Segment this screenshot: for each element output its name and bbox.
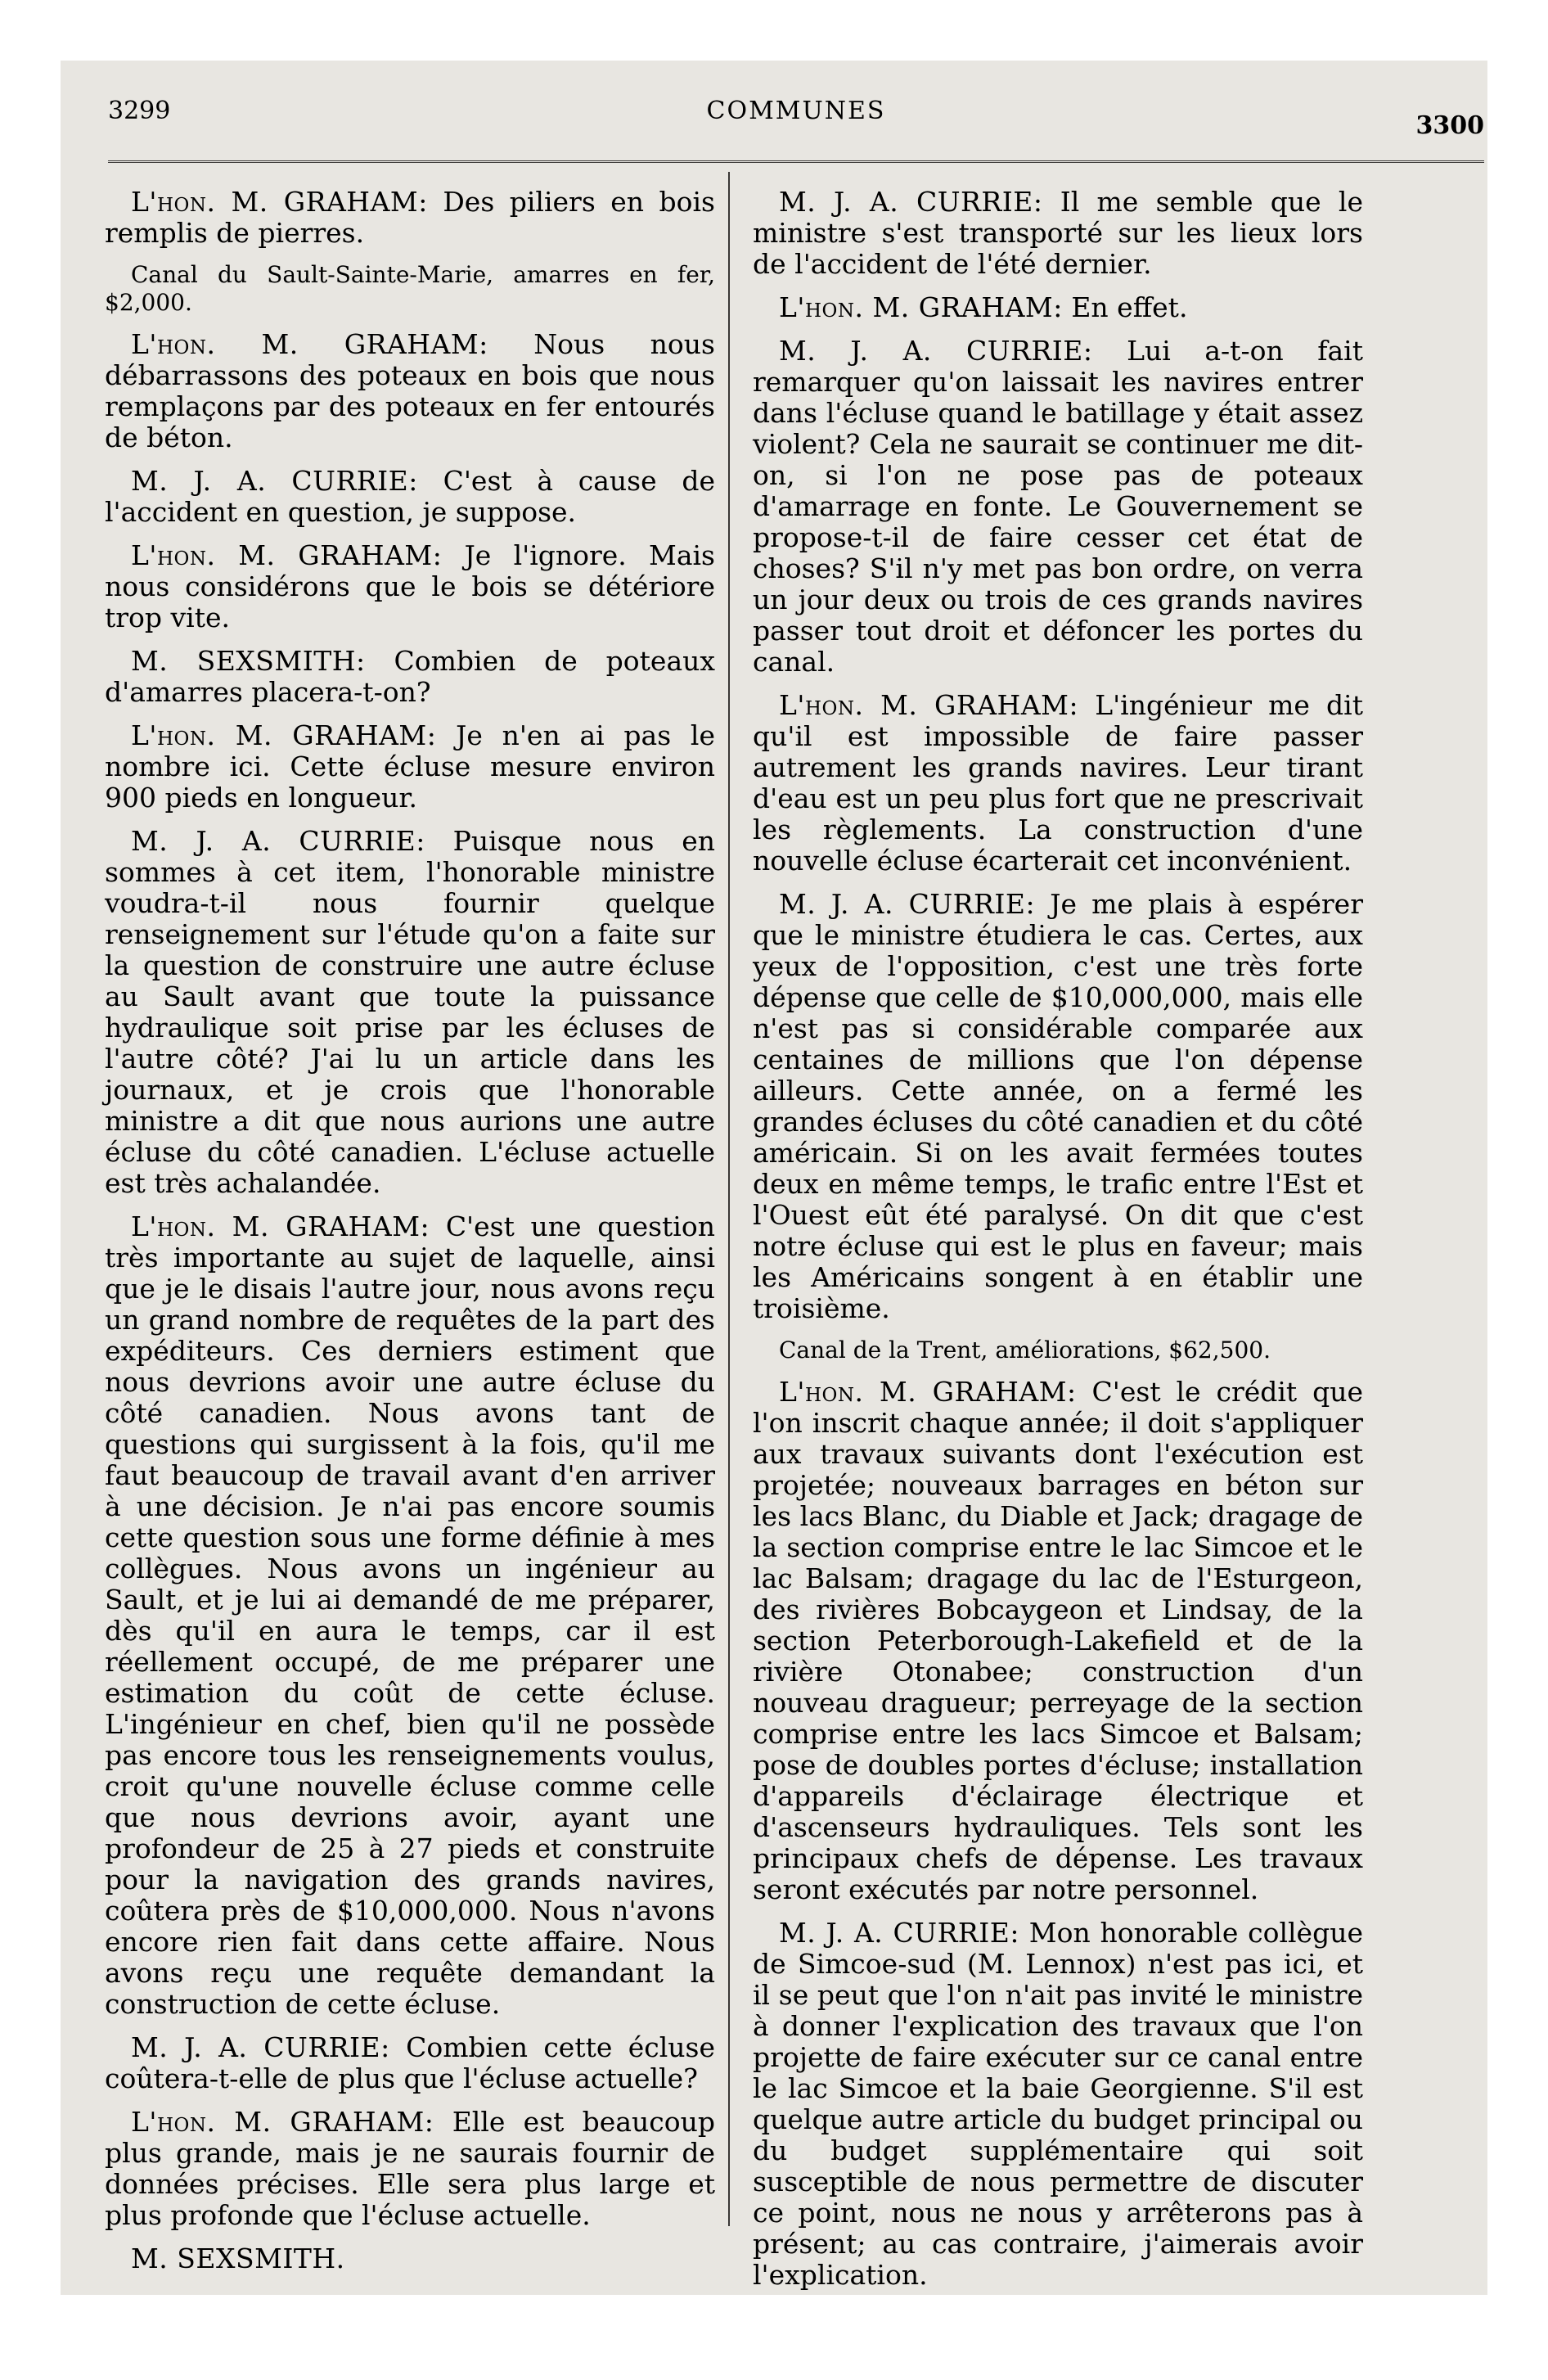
speaker-name: M. J. A. CURRIE:: [131, 465, 418, 497]
speech-paragraph: [105, 466, 715, 528]
speaker-name: M. J. A. CURRIE:: [131, 2031, 390, 2063]
speech-paragraph: [105, 2032, 715, 2094]
column-divider: [728, 172, 730, 2226]
speaker-name: M. J. A. CURRIE:: [779, 1917, 1020, 1949]
speech-paragraph: [105, 646, 715, 708]
speaker-name: L'hon. M. GRAHAM:: [779, 1376, 1077, 1408]
speaker-name: M. J. A. CURRIE:: [131, 825, 425, 857]
speech-paragraph: [105, 187, 715, 249]
speech-text: Lui a-t-on fait remarquer qu'on laissait les navires entrer dans l'écluse quand le batillage y était assez violent? Cela ne saurait se continuer me dit-on, si l'on ne pose pas de poteaux d'amarrage en fonte. Le Gouvernement se propose-t-il de faire cesser cet état de choses? S'il n'y met pas bon ordre, on verra un jour deux ou trois de ces grands navires passer tout droit et défoncer les portes du canal.: [753, 335, 1363, 678]
speech-text: Je l'ignore. Mais nous considérons que le bois se détériore trop vite.: [105, 539, 715, 633]
speech-paragraph: [753, 292, 1363, 323]
speech-text: Combien cette écluse coûtera-t-elle de plus que l'écluse actuelle?: [105, 2031, 715, 2094]
speaker-name: L'hon. M. GRAHAM:: [131, 719, 437, 751]
speech-text: Je n'en ai pas le nombre ici. Cette écluse mesure environ 900 pieds en longueur.: [105, 719, 715, 814]
speech-paragraph: [105, 329, 715, 453]
budget-item: [105, 261, 715, 317]
running-title: COMMUNES: [706, 97, 886, 125]
speaker-name: L'hon. M. GRAHAM:: [131, 2106, 434, 2138]
speaker-name: M. SEXSMITH:: [131, 645, 366, 677]
speech-paragraph: [753, 1377, 1363, 1905]
speech-text: Elle est beaucoup plus grande, mais je ne saurais fournir de données précises. Elle sera plus large et plus profonde que l'écluse actuelle.: [105, 2106, 715, 2231]
speaker-name: L'hon. M. GRAHAM:: [131, 1210, 430, 1242]
speech-paragraph: [753, 889, 1363, 1324]
speech-text: L'ingénieur me dit qu'il est impossible de faire passer autrement les grands navires. Leur tirant d'eau est un peu plus fort que ne prescrivait les règlements. La construction d'une nouvelle écluse écarterait cet inconvénient.: [753, 689, 1363, 877]
speech-paragraph: [753, 187, 1363, 280]
speaker-name: L'hon. M. GRAHAM:: [131, 328, 488, 360]
budget-item: [753, 1336, 1363, 1364]
speaker-name: L'hon. M. GRAHAM:: [131, 186, 428, 218]
speech-paragraph: [753, 1918, 1363, 2291]
speech-text: C'est le crédit que l'on inscrit chaque année; il doit s'appliquer aux travaux suivants dont l'exécution est projetée; nouveaux barrages en béton sur les lacs Blanc, du Diable et Jack; dragage de la section comprise entre le lac Simcoe et le lac Balsam; dragage du lac de l'Esturgeon, des rivières Bobcaygeon et Lindsay, de la section Peterborough-Lakefield et de la rivière Otonabee; construction d'un nouveau dragueur; perreyage de la section comprise entre les lacs Simcoe et Balsam; pose de doubles portes d'écluse; installation d'appareils d'éclairage électrique et d'ascenseurs hydrauliques. Tels sont les principaux chefs de dépense. Les travaux seront exécutés par notre personnel.: [753, 1376, 1363, 1905]
speech-text: Nous nous débarrassons des poteaux en bois que nous remplaçons par des poteaux en fer entourés de béton.: [105, 328, 715, 453]
speech-text: Canal du Sault-Sainte-Marie, amarres en fer, $2,000.: [105, 261, 715, 316]
speech-paragraph: [753, 690, 1363, 877]
speech-paragraph: [753, 336, 1363, 678]
speaker-name: L'hon. M. GRAHAM:: [131, 539, 443, 571]
speaker-name: M. J. A. CURRIE:: [779, 888, 1036, 920]
left-column: [105, 187, 715, 2287]
page-number-right: 3300: [1415, 111, 1484, 140]
header-rule: [108, 160, 1484, 168]
speaker-name: L'hon. M. GRAHAM:: [779, 689, 1079, 721]
speech-paragraph: [105, 720, 715, 814]
speech-text: Je me plais à espérer que le ministre étudiera le cas. Certes, aux yeux de l'opposition, c'est une très forte dépense que celle de $10,000,000, mais elle n'est pas si considérable comparée aux centaines de millions que l'on dépense ailleurs. Cette année, on a fermé les grandes écluses du côté canadien et du côté américain. Si on les avait fermées toutes deux en même temps, le trafic entre l'Est et l'Ouest eût été paralysé. On dit que c'est notre écluse qui est le plus en faveur; mais les Américains songent à en établir une troisième.: [753, 888, 1363, 1324]
speech-paragraph: [105, 2243, 715, 2274]
speech-paragraph: [105, 1211, 715, 2020]
speech-paragraph: [105, 2107, 715, 2231]
speech-text: Combien de poteaux d'amarres placera-t-on?: [105, 645, 715, 708]
speaker-name: L'hon. M. GRAHAM:: [779, 291, 1063, 323]
speech-paragraph: [105, 540, 715, 633]
speech-text: Puisque nous en sommes à cet item, l'honorable ministre voudra-t-il nous fournir quelque renseignement sur l'étude qu'on a faite sur la question de construire une autre écluse au Sault avant que toute la puissance hydraulique soit prise par les écluses de l'autre côté? J'ai lu un article dans les journaux, et je crois que l'honorable ministre a dit que nous aurions une autre écluse du côté canadien. L'écluse actuelle est très achalandée.: [105, 825, 715, 1199]
speaker-name: M. J. A. CURRIE:: [779, 335, 1093, 367]
speech-paragraph: [105, 826, 715, 1199]
right-column: [753, 187, 1363, 2303]
page-number-left: 3299: [108, 97, 171, 125]
speech-text: En effet.: [1071, 291, 1188, 323]
speech-text: C'est à cause de l'accident en question, je suppose.: [105, 465, 715, 528]
speaker-name: M. J. A. CURRIE:: [779, 186, 1043, 218]
speech-text: Des piliers en bois remplis de pierres.: [105, 186, 715, 249]
speaker-name: M. SEXSMITH.: [131, 2243, 345, 2274]
speech-text: Il me semble que le ministre s'est transporté sur les lieux lors de l'accident de l'été dernier.: [753, 186, 1363, 280]
speech-text: C'est une question très importante au sujet de laquelle, ainsi que je le disais l'autre jour, nous avons reçu un grand nombre de requêtes de la part des expéditeurs. Ces derniers estiment que nous devrions avoir une autre écluse du côté canadien. Nous avons tant de questions qui surgissent à la fois, qu'il me faut beaucoup de travail avant d'en arriver à une décision. Je n'ai pas encore soumis cette question sous une forme définie à mes collègues. Nous avons un ingénieur au Sault, et je lui ai demandé de me préparer, dès qu'il en aura le temps, car il est réellement occupé, de me préparer une estimation du coût de cette écluse. L'ingénieur en chef, bien qu'il ne possède pas encore tous les renseignements voulus, croit qu'une nouvelle écluse comme celle que nous devrions avoir, ayant une profondeur de 25 à 27 pieds et construite pour la navigation des grands navires, coûtera près de $10,000,000. Nous n'avons encore rien fait dans cette affaire. Nous avons reçu une requête demandant la construction de cette écluse.: [105, 1210, 715, 2020]
speech-text: Mon honorable collègue de Simcoe-sud (M. Lennox) n'est pas ici, et il se peut que l'on n'ait pas invité le ministre à donner l'explication des travaux que l'on projette de faire exécuter sur ce canal entre le lac Simcoe et la baie Georgienne. S'il est quelque autre article du budget principal ou du budget supplémentaire qui soit susceptible de nous permettre de discuter ce point, nous ne nous y arrêterons pas à présent; au cas contraire, j'aimerais avoir l'explication.: [753, 1917, 1363, 2291]
page-header: [108, 97, 1484, 146]
speech-text: Canal de la Trent, améliorations, $62,500.: [779, 1336, 1271, 1364]
